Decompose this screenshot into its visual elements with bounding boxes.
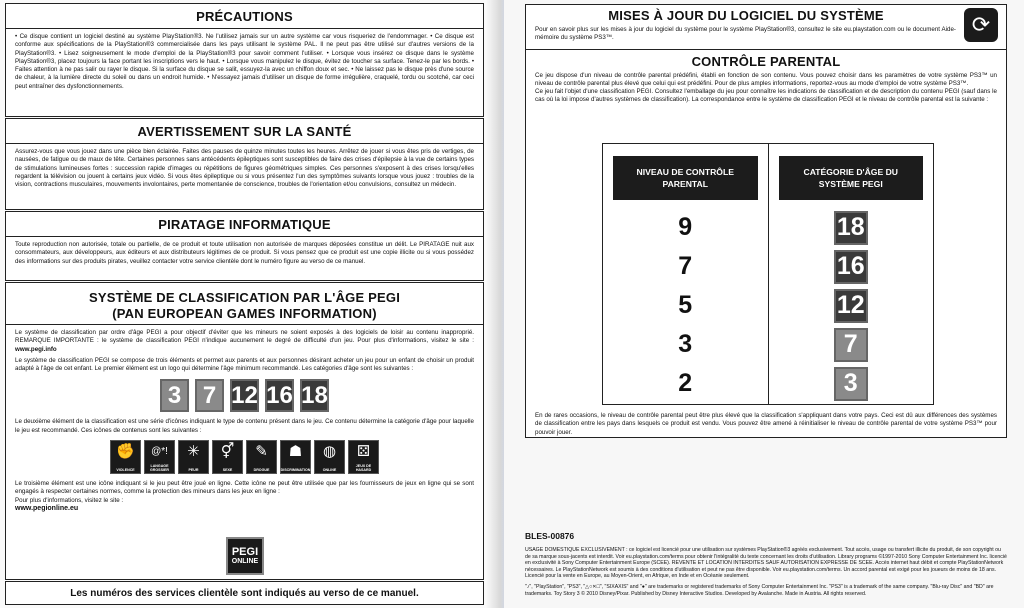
pegi-age-7-icon: 7 xyxy=(834,328,868,362)
pegi-title-line2: (PAN EUROPEAN GAMES INFORMATION) xyxy=(112,306,377,321)
parental-level-cell: 2 xyxy=(678,369,693,397)
pegi-age-3-icon: 3 xyxy=(834,367,868,401)
parental-level-cell: 5 xyxy=(678,291,693,319)
health-warning-section xyxy=(5,118,484,210)
pegi-age-7-icon: 7 xyxy=(195,379,224,412)
online-icon: ◍ ONLINE xyxy=(314,440,345,474)
pegi-para2: Le système de classification PEGI se compose de trois éléments et permet aux parents et aux personnes désirant acheter un jeu pour un enfant de choisir un produit adapté à l'âge de cet enfant. Le premier élément est un logo qui détermine l'âge minimum recommandé. Les catégories d'âge sont les suivantes : xyxy=(15,356,474,373)
precautions-section xyxy=(5,3,484,117)
precautions-text: • Ce disque contient un logiciel destiné au système PlayStation®3. Ne l'utilisez jamais sur un autre système car vous risqueriez de l'endommager. • Ce disque est conforme aux spécifications de la PlayStation®3 commercialisée dans les pays utilisant le système PAL. Il ne peut pas être utilisé sur d'autres versions de la PlayStation®3. • Lisez soigneusement le mode d'emploi de la PlayStation®3 pour savoir comment l'utiliser. • Lorsque vous insérez ce disque dans le système PlayStation®3, placez toujours la face portant les inscriptions vers le haut. • Lorsque vous manipulez le disque, évitez de toucher sa surface. Tenez-le par les bords. • Faites attention à ne pas salir ou rayer le disque. Si la surface du disque se salit, essuyez-la avec un chiffon doux et sec. • Ne laissez pas le disque près d'une source de chaleur, à la lumière directe du soleil ou dans un endroit humide. • N'essayez jamais d'utiliser un disque de forme irrégulière, craquelé, tordu ou scotché, car ceci peut entraîner des dysfonctionnements. xyxy=(15,33,474,90)
parental-level-cell: 7 xyxy=(678,252,693,280)
bad-language-icon: @*! LANGAGE GROSSIER xyxy=(144,440,175,474)
pegi-online-link[interactable]: www.pegionline.eu xyxy=(15,504,79,512)
parental-level-cell: 9 xyxy=(678,213,693,241)
pegi-age-18-icon: 18 xyxy=(834,211,868,245)
piracy-text: Toute reproduction non autorisée, totale ou partielle, de ce produit et toute utilisation non autorisée de marques déposées constitue un délit. Le PIRATAGE nuit aux consommateurs, aux développeurs, aux éditeurs et aux distributeurs légitimes de ce produit. Si vous pensez que ce produit est une copie illicite ou si vous possédez des informations sur des produits pirates, veuillez contacter votre service clientèle dont le numéro figure au verso de ce manuel. xyxy=(15,241,474,265)
pegi-para4: Le troisième élément est une icône indiquant si le jeu peut être joué en ligne. Cette icône ne peut être utilisée que par les fournisseurs de jeux en ligne qui se sont engagés à respecter certaines normes, comme la protection des mineurs dans les jeux en ligne : xyxy=(15,480,474,496)
gambling-icon: ⚄ JEUX DE HASARD xyxy=(348,440,379,474)
violence-icon: ✊ VIOLENCE xyxy=(110,440,141,474)
right-page xyxy=(504,0,1024,608)
footer-note xyxy=(5,581,484,605)
fear-icon: ✳ PEUR xyxy=(178,440,209,474)
product-code: BLES-00876 xyxy=(525,531,575,541)
updates-parental-section xyxy=(525,4,1007,438)
parental-para2: Ce jeu fait l'objet d'une classification PEGI. Consultez l'emballage du jeu pour connaître les indications de classification et de description du contenu PEGI (sauf dans le cas où la loi impose d'autres systèmes de classification). La correspondance entre le système de classification PEGI et le niveau de contrôle parental est la suivante : xyxy=(535,88,997,104)
pegi-title-line1: SYSTÈME DE CLASSIFICATION PAR L'ÂGE PEGI xyxy=(88,290,401,305)
pegi-age-12-icon: 12 xyxy=(230,379,259,412)
pegi-para3: Le deuxième élément de la classification est une série d'icônes indiquant le type de contenu présent dans le jeu. Ce contenu détermine la catégorie d'âge pour laquelle le jeu est recommandé. Ces icônes de contenus sont les suivantes : xyxy=(15,418,474,434)
parental-level-column xyxy=(603,144,768,404)
refresh-icon: ⟳ xyxy=(964,8,998,42)
parental-para3: En de rares occasions, le niveau de contrôle parental peut être plus élevé que la classification s'appliquant dans votre pays. Ceci est dû aux différences des systèmes de classification entre les pays dans lesquels ce produit est vendu. Vous pouvez être amené à réinitialiser le niveau de contrôle parental de votre système PS3™ pour pouvoir jouer. xyxy=(535,412,997,436)
pegi-age-3-icon: 3 xyxy=(160,379,189,412)
pegi-age-18-icon: 18 xyxy=(300,379,329,412)
pegi-para1: Le système de classification par ordre d'âge PEGI a pour objectif d'éviter que les mineurs ne soient exposés à des logiciels de loisir au contenu inapproprié. REMARQUE IMPORTANTE : le système de classification PEGI n'indique aucunement le degré de difficulté d'un jeu. Pour plus d'informations, visitez le site : xyxy=(15,329,474,345)
footer-text: Les numéros des services clientèle sont indiqués au verso de ce manuel. xyxy=(70,587,419,599)
pegi-age-16-icon: 16 xyxy=(265,379,294,412)
pegi-para5: Pour plus d'informations, visitez le site : xyxy=(15,496,124,504)
piracy-title: PIRATAGE INFORMATIQUE xyxy=(158,217,331,232)
piracy-section xyxy=(5,211,484,281)
pegi-age-header: CATÉGORIE D'ÂGE DU SYSTÈME PEGI xyxy=(779,156,924,200)
drugs-icon: ✎ DROGUE xyxy=(246,440,277,474)
pegi-online-logo-icon: PEGI ONLINE xyxy=(226,537,264,575)
legal-text-trademarks: "♪", "PlayStation", "PS3", "△○✕□", "SIXAXIS" and "●" are trademarks or registered trademarks of Sony Computer Entertainment Inc. "PS3" is a trademark of the same company. "Blu-ray Disc" and "BD" are trademarks. Toy Story 3 © 2010 Disney/Pixar. Published by Disney Interactive Studios. Developed by Avalanche. Made in Austria. All rights reserved. xyxy=(525,583,994,597)
parental-pegi-table xyxy=(602,143,934,405)
updates-text: Pour en savoir plus sur les mises à jour du logiciel du système pour le système PlayStation®3, consultez le site eu.playstation.com ou le document Aide-mémoire du système PS3™. xyxy=(535,26,956,42)
parental-level-cell: 3 xyxy=(678,330,693,358)
pegi-section xyxy=(5,282,484,580)
pegi-age-column xyxy=(768,144,934,404)
pegi-age-16-icon: 16 xyxy=(834,250,868,284)
pegi-age-logos xyxy=(15,379,474,412)
legal-text-fr: USAGE DOMESTIQUE EXCLUSIVEMENT : ce logiciel est licencié pour une utilisation sur systèmes PlayStation®3 agréés exclusivement. Tout accès, usage ou transfert illicite du produit, de son copyright ou de sa marque sous-jacents est interdit. Voir eu.playstation.com/terms pour obtenir l'intégralité du texte concernant les droits d'utilisation. Library programs ©1997-2010 Sony Computer Entertainment Inc. licencié en exclusivité à Sony Computer Entertainment Europe (SCEE). REVENTE ET LOCATION INTERDITES SAUF AUTORISATION EXPRESSE DE SCEE. Accès internet haut débit et compte PlayStationNetwork nécessaires. Le PlayStationNetwork est soumis à des conditions d'utilisation et peut ne pas être disponible. Voir eu.playstation.com/terms. Un accord parental est exigé pour les joueurs de moins de 18 ans. Licencié pour la vente en Europe, au Moyen-Orient, en Afrique, en Inde et en Océanie seulement. xyxy=(525,547,1007,580)
legal-notice xyxy=(525,531,1007,597)
pegi-info-link[interactable]: www.pegi.info xyxy=(15,345,57,353)
parental-title: CONTRÔLE PARENTAL xyxy=(691,53,841,69)
discrimination-icon: ☗ DISCRIMINATION xyxy=(280,440,311,474)
pegi-age-12-icon: 12 xyxy=(834,289,868,323)
left-page xyxy=(0,0,500,608)
health-title: AVERTISSEMENT SUR LA SANTÉ xyxy=(137,124,352,139)
health-text: Assurez-vous que vous jouez dans une pièce bien éclairée. Faites des pauses de quinze minutes toutes les heures. Arrêtez de jouer si vous êtes pris de vertiges, de nausées, de fatigue ou de maux de tête. Certaines personnes sans antécédents épileptiques sont susceptibles de faire des crises d'épilepsie à la vue de certains types de stimulations lumineuses fortes : succession rapide d'images ou répétitions de figures géométriques simples. Ces personnes s'exposent à des crises lorsqu'elles regardent la télévision ou jouent à certains jeux vidéo. Si vous êtes épileptique ou si vous présentez l'un des symptômes suivants lorsque vous jouez : troubles de la vision, contractions musculaires, mouvements involontaires, perte momentanée de conscience, troubles de l'orientation et/ou convulsions, consultez un médecin. xyxy=(15,148,474,189)
parental-level-header: NIVEAU DE CONTRÔLE PARENTAL xyxy=(613,156,758,200)
updates-title: MISES À JOUR DU LOGICIEL DU SYSTÈME xyxy=(608,8,884,23)
pegi-content-icons xyxy=(15,440,474,474)
parental-para1: Ce jeu dispose d'un niveau de contrôle parental prédéfini, établi en fonction de son contenu. Vous pouvez choisir dans les paramètres de votre système PS3™ un niveau de contrôle parental plus élevé que celui qui est prédéfini. Pour de plus amples informations, reportez-vous au mode d'emploi de votre système PS3™. xyxy=(535,71,997,87)
precautions-title: PRÉCAUTIONS xyxy=(196,9,293,24)
sex-icon: ⚥ SEXE xyxy=(212,440,243,474)
